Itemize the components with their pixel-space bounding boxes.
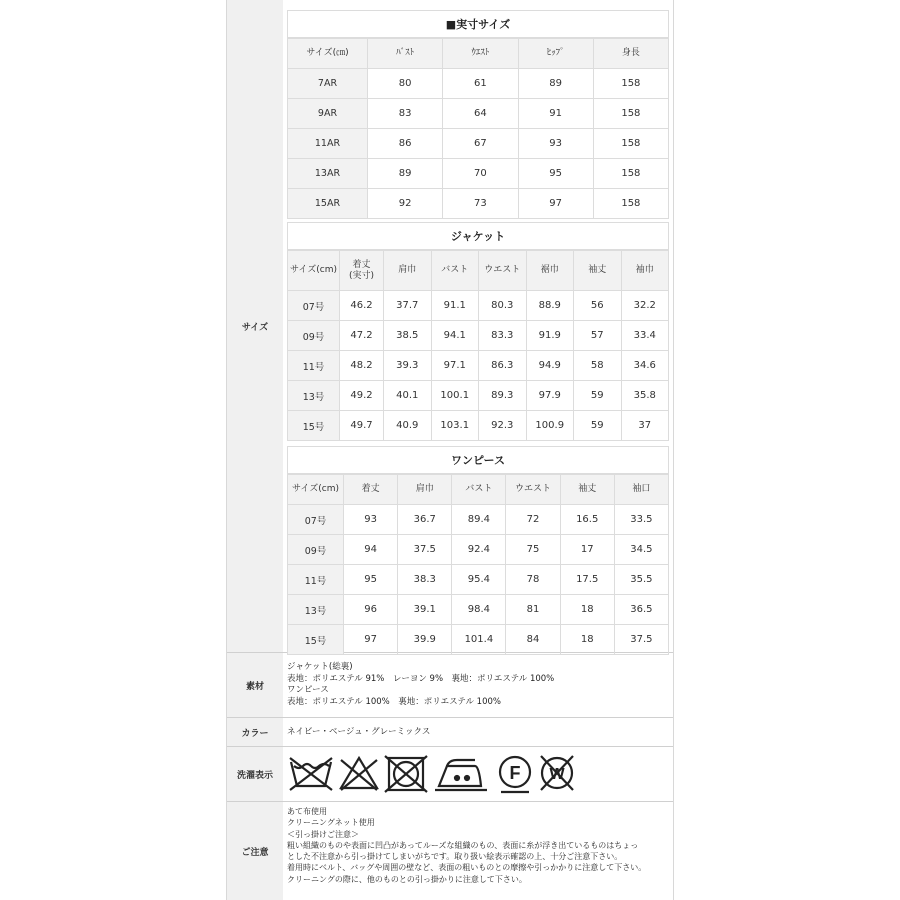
measurement-cell: 88.9 xyxy=(526,291,574,321)
measurement-cell: 18 xyxy=(560,595,614,625)
measurement-cell: 80 xyxy=(368,69,443,99)
size-cell: 15号 xyxy=(288,411,340,441)
table-row xyxy=(288,189,669,219)
measurement-cell: 40.1 xyxy=(384,381,432,411)
measurement-cell: 92.3 xyxy=(479,411,527,441)
measurement-cell: 97 xyxy=(344,625,398,655)
color-text: ネイビー・ベージュ・グレーミックス xyxy=(287,727,431,737)
actual-size-title: ■実寸サイズ xyxy=(287,10,669,38)
measurement-cell: 94.1 xyxy=(431,321,479,351)
notes-line: クリーニングネット使用 xyxy=(287,818,375,828)
measurement-cell: 98.4 xyxy=(452,595,506,625)
measurement-cell: 96 xyxy=(344,595,398,625)
measurement-cell: 33.4 xyxy=(621,321,669,351)
column-header: 袖口 xyxy=(614,475,668,505)
size-cell: 09号 xyxy=(288,535,344,565)
measurement-cell: 37.7 xyxy=(384,291,432,321)
measurement-cell: 83 xyxy=(368,99,443,129)
size-cell: 7AR xyxy=(288,69,368,99)
measurement-cell: 47.2 xyxy=(340,321,384,351)
column-header: 裾巾 xyxy=(526,251,574,291)
material-label: 素材 xyxy=(245,681,264,692)
material-line: ジャケット(総裏) xyxy=(287,662,353,672)
measurement-cell: 18 xyxy=(560,625,614,655)
measurement-cell: 93 xyxy=(518,129,593,159)
actual-size-table xyxy=(287,38,669,219)
measurement-cell: 40.9 xyxy=(384,411,432,441)
measurement-cell: 92.4 xyxy=(452,535,506,565)
measurement-cell: 35.5 xyxy=(614,565,668,595)
measurement-cell: 56 xyxy=(574,291,622,321)
size-cell: 13号 xyxy=(288,381,340,411)
measurement-cell: 17.5 xyxy=(560,565,614,595)
measurement-cell: 39.3 xyxy=(384,351,432,381)
column-header: ｳｴｽﾄ xyxy=(443,39,518,69)
table-row xyxy=(288,129,669,159)
measurement-cell: 46.2 xyxy=(340,291,384,321)
wet-clean-letter: W xyxy=(549,766,565,783)
iron-medium-with-cloth-icon xyxy=(435,760,487,790)
measurement-cell: 16.5 xyxy=(560,505,614,535)
measurement-cell: 158 xyxy=(593,99,668,129)
measurement-cell: 100.1 xyxy=(431,381,479,411)
notes-line: 着用時にベルト、バッグや周囲の壁など、表面の粗いものとの摩擦や引っかかりに注意して下さい。 xyxy=(287,863,647,873)
divider xyxy=(227,717,673,718)
measurement-cell: 97 xyxy=(518,189,593,219)
measurement-cell: 91 xyxy=(518,99,593,129)
measurement-cell: 89.4 xyxy=(452,505,506,535)
no-bleach-icon xyxy=(341,758,377,790)
material-text xyxy=(287,662,667,708)
measurement-cell: 86 xyxy=(368,129,443,159)
material-line: ワンピース xyxy=(287,685,329,696)
care-label: 洗濯表示 xyxy=(236,770,273,781)
measurement-cell: 61 xyxy=(443,69,518,99)
product-spec-sheet xyxy=(226,0,674,900)
notes-label: ご注意 xyxy=(241,847,269,858)
dry-clean-letter: F xyxy=(509,763,521,783)
column-header: 肩巾 xyxy=(384,251,432,291)
table-row xyxy=(288,351,669,381)
color-label-cell xyxy=(227,718,283,746)
column-header: ウエスト xyxy=(506,475,560,505)
column-header: 袖丈 xyxy=(574,251,622,291)
table-row xyxy=(288,565,669,595)
measurement-cell: 36.5 xyxy=(614,595,668,625)
measurement-cell: 39.1 xyxy=(398,595,452,625)
size-cell: 11AR xyxy=(288,129,368,159)
measurement-cell: 64 xyxy=(443,99,518,129)
size-cell: 07号 xyxy=(288,505,344,535)
measurement-cell: 89 xyxy=(368,159,443,189)
column-header: ウエスト xyxy=(479,251,527,291)
material-line: 表地：ポリエステル 91% レーヨン 9% 裏地：ポリエステル 100% xyxy=(287,673,555,684)
size-cell: 11号 xyxy=(288,351,340,381)
measurement-cell: 38.5 xyxy=(384,321,432,351)
table-row xyxy=(288,99,669,129)
table-row xyxy=(288,321,669,351)
column-header: 身長 xyxy=(593,39,668,69)
size-cell: 15号 xyxy=(288,625,344,655)
measurement-cell: 37.5 xyxy=(398,535,452,565)
column-header: サイズ(cm) xyxy=(288,251,340,291)
column-header: ﾊﾞｽﾄ xyxy=(368,39,443,69)
measurement-cell: 58 xyxy=(574,351,622,381)
column-header: サイズ(cm) xyxy=(288,475,344,505)
measurement-cell: 59 xyxy=(574,381,622,411)
size-cell: 13AR xyxy=(288,159,368,189)
size-cell: 07号 xyxy=(288,291,340,321)
measurement-cell: 17 xyxy=(560,535,614,565)
size-cell: 15AR xyxy=(288,189,368,219)
measurement-cell: 34.5 xyxy=(614,535,668,565)
measurement-cell: 95 xyxy=(518,159,593,189)
divider xyxy=(227,801,673,802)
table-row xyxy=(288,291,669,321)
measurement-cell: 78 xyxy=(506,565,560,595)
measurement-cell: 59 xyxy=(574,411,622,441)
measurement-cell: 94.9 xyxy=(526,351,574,381)
notes-text xyxy=(287,806,667,885)
measurement-cell: 93 xyxy=(344,505,398,535)
size-cell: 9AR xyxy=(288,99,368,129)
size-cell: 11号 xyxy=(288,565,344,595)
material-line: 表地：ポリエステル 100% 裏地：ポリエステル 100% xyxy=(287,696,501,707)
table-row xyxy=(288,381,669,411)
measurement-cell: 37.5 xyxy=(614,625,668,655)
table-row xyxy=(288,505,669,535)
measurement-cell: 80.3 xyxy=(479,291,527,321)
measurement-cell: 49.2 xyxy=(340,381,384,411)
table-row xyxy=(288,625,669,655)
column-header: 肩巾 xyxy=(398,475,452,505)
measurement-cell: 49.7 xyxy=(340,411,384,441)
onepiece-table-title: ワンピース xyxy=(287,446,669,474)
measurement-cell: 73 xyxy=(443,189,518,219)
table-row xyxy=(288,159,669,189)
measurement-cell: 158 xyxy=(593,159,668,189)
measurement-cell: 72 xyxy=(506,505,560,535)
measurement-cell: 158 xyxy=(593,189,668,219)
care-label-cell xyxy=(227,747,283,801)
jacket-size-table xyxy=(287,250,669,441)
column-header: バスト xyxy=(452,475,506,505)
measurement-cell: 35.8 xyxy=(621,381,669,411)
measurement-cell: 92 xyxy=(368,189,443,219)
color-label: カラー xyxy=(241,728,269,739)
size-section xyxy=(287,10,669,650)
measurement-cell: 84 xyxy=(506,625,560,655)
notes-line: 粗い組織のものや表面に凹凸があってルーズな組織のもの、表面に糸が浮き出ているものはちょっ xyxy=(287,840,639,850)
onepiece-size-table xyxy=(287,474,669,655)
size-label: サイズ xyxy=(241,322,269,333)
measurement-cell: 103.1 xyxy=(431,411,479,441)
table-row xyxy=(288,535,669,565)
measurement-cell: 86.3 xyxy=(479,351,527,381)
wash-by-hand-crossed-icon xyxy=(290,758,332,790)
measurement-cell: 70 xyxy=(443,159,518,189)
measurement-cell: 101.4 xyxy=(452,625,506,655)
material-label-cell xyxy=(227,653,283,717)
column-header: バスト xyxy=(431,251,479,291)
measurement-cell: 95.4 xyxy=(452,565,506,595)
measurement-cell: 81 xyxy=(506,595,560,625)
notes-line: とした不注意から引っ掛けてしまいがちです。取り扱い絵表示確認の上、十分ご注意下さい。 xyxy=(287,852,623,862)
measurement-cell: 38.3 xyxy=(398,565,452,595)
measurement-cell: 37 xyxy=(621,411,669,441)
size-cell: 09号 xyxy=(288,321,340,351)
notes-label-cell xyxy=(227,802,283,900)
column-header: 着丈 xyxy=(344,475,398,505)
measurement-cell: 89.3 xyxy=(479,381,527,411)
measurement-cell: 32.2 xyxy=(621,291,669,321)
notes-line: あて布使用 xyxy=(287,807,327,816)
column-header: ﾋｯﾌﾟ xyxy=(518,39,593,69)
measurement-cell: 91.9 xyxy=(526,321,574,351)
column-header: 袖巾 xyxy=(621,251,669,291)
measurement-cell: 34.6 xyxy=(621,351,669,381)
notes-line: ＜引っ掛けご注意＞ xyxy=(287,829,359,839)
measurement-cell: 48.2 xyxy=(340,351,384,381)
care-icons-row xyxy=(289,752,589,794)
notes-line: クリーニングの際に、他のものとの引っ掛かりに注意して下さい。 xyxy=(287,874,527,884)
measurement-cell: 158 xyxy=(593,69,668,99)
table-row xyxy=(288,595,669,625)
measurement-cell: 89 xyxy=(518,69,593,99)
table-row xyxy=(288,411,669,441)
jacket-table-title: ジャケット xyxy=(287,222,669,250)
column-header: サイズ(㎝) xyxy=(288,39,368,69)
no-tumble-dry-icon xyxy=(385,756,427,792)
size-label-cell xyxy=(227,0,283,652)
measurement-cell: 97.9 xyxy=(526,381,574,411)
divider xyxy=(227,746,673,747)
measurement-cell: 83.3 xyxy=(479,321,527,351)
measurement-cell: 57 xyxy=(574,321,622,351)
measurement-cell: 91.1 xyxy=(431,291,479,321)
measurement-cell: 67 xyxy=(443,129,518,159)
measurement-cell: 100.9 xyxy=(526,411,574,441)
table-row xyxy=(288,69,669,99)
measurement-cell: 33.5 xyxy=(614,505,668,535)
measurement-cell: 158 xyxy=(593,129,668,159)
column-header: 着丈 (実寸) xyxy=(340,251,384,291)
measurement-cell: 75 xyxy=(506,535,560,565)
size-cell: 13号 xyxy=(288,595,344,625)
column-header: 袖丈 xyxy=(560,475,614,505)
measurement-cell: 94 xyxy=(344,535,398,565)
measurement-cell: 97.1 xyxy=(431,351,479,381)
measurement-cell: 39.9 xyxy=(398,625,452,655)
measurement-cell: 36.7 xyxy=(398,505,452,535)
measurement-cell: 95 xyxy=(344,565,398,595)
